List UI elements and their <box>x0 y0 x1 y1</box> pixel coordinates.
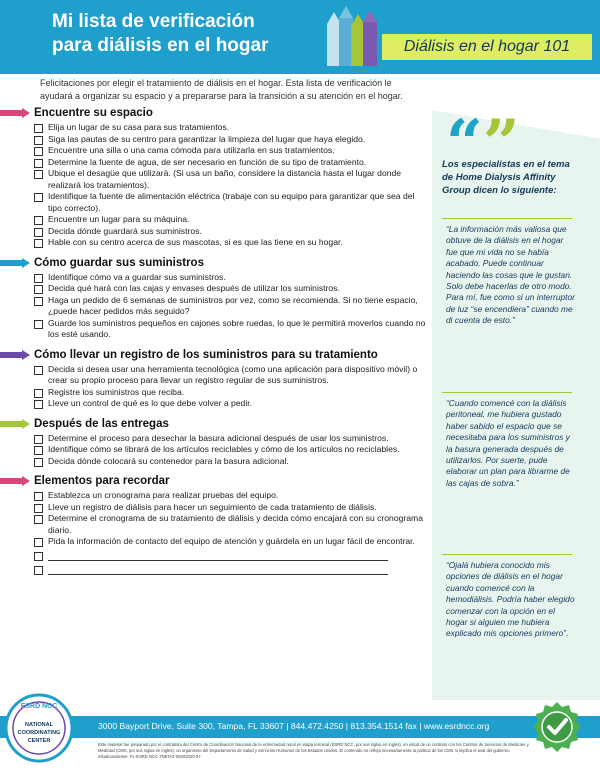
arrow-blue-icon <box>0 258 30 268</box>
section-title: Encuentre su espacio <box>34 107 153 119</box>
arrow-pink-icon <box>0 108 30 118</box>
item-text: Decida qué hará con las cajas y envases después de utilizar los suministros. <box>48 283 340 293</box>
item-text: Identifique la fuente de alimentación eléctrica (trabaje con su equipo para garantizar que sea del tipo correcto). <box>48 191 415 213</box>
quote-marks-icon: “” <box>446 106 520 181</box>
checkbox[interactable] <box>34 193 43 202</box>
section-title: Elementos para recordar <box>34 475 170 487</box>
checkbox[interactable] <box>34 239 43 248</box>
checklist-item <box>34 237 428 249</box>
section-after-deliveries <box>0 417 428 468</box>
checkbox[interactable] <box>34 320 43 329</box>
item-text: Guarde los suministros pequeños en cajones sobre ruedas, lo que le permitirá moverlos cuando no los esté usando. <box>48 317 426 339</box>
checkbox[interactable] <box>34 538 43 547</box>
sidebar-intro: Los especialistas en el tema de Home Dialysis Affinity Group dicen lo siguiente: <box>442 159 570 196</box>
title-line-2: para diálisis en el hogar <box>52 35 269 56</box>
quote-text: “Ojalá hubiera conocido mis opciones de diálisis en el hogar cuando comencé con la hemodiálisis. Podría haber elegido comenzar con la opción en el hogar si alguien me hubiera explicado mis opciones primero”. <box>446 560 575 639</box>
item-text: Encuentre un lugar para su máquina. <box>48 214 190 224</box>
item-text: Haga un pedido de 6 semanas de suministros por vez, como se recomienda. Si no tiene espacio, ¿puede hacer pedidos más seguido? <box>48 294 418 316</box>
quote-text: “Cuando comencé con la diálisis peritoneal, me hubiera gustado haber sabido el espacio que se necesitaba para los suministros y la basura generada después de utilizarlos. Por suerte, pude elaborar un plan para librarme de las cajas de sobra.” <box>446 398 570 488</box>
logo-line-3: CENTER <box>27 738 51 744</box>
item-text: Determine la fuente de agua, de ser necesario en función de su tipo de tratamiento. <box>48 156 367 167</box>
checkbox[interactable] <box>34 297 43 306</box>
checkbox[interactable] <box>34 458 43 467</box>
arrow-green-icon <box>0 419 30 429</box>
checkbox[interactable] <box>34 504 43 513</box>
section-reminders <box>0 474 428 575</box>
item-text: Decida dónde guardará sus suministros. <box>48 225 202 236</box>
checkbox[interactable] <box>34 552 43 561</box>
item-text: Encuentre una silla o una cama cómoda para utilizarla en sus tratamientos. <box>48 145 335 155</box>
divider <box>442 218 572 219</box>
checklist <box>0 106 428 582</box>
logo-arc-text: ESRD NCC <box>20 703 58 710</box>
logo-line-1: NATIONAL <box>24 722 54 728</box>
item-text: Establezca un cronograma para realizar pruebas del equipo. <box>48 490 279 500</box>
checklist-item <box>34 502 428 514</box>
checkbox[interactable] <box>34 492 43 501</box>
quotes-sidebar <box>432 106 600 700</box>
checklist-item <box>34 456 428 468</box>
subtitle-badge: Diálisis en el hogar 101 <box>382 34 592 60</box>
item-text: Registre los suministros que reciba. <box>48 386 185 397</box>
section-store-supplies <box>0 256 428 341</box>
blank-item <box>34 550 428 561</box>
item-text: Determine el cronograma de su tratamiento de diálisis y decida cómo encajará con su cronograma diario. <box>48 513 423 535</box>
checklist-item <box>34 283 428 295</box>
checklist-item <box>34 318 428 341</box>
checklist-item <box>34 433 428 445</box>
checklist-item <box>34 214 428 226</box>
checklist-item <box>34 513 428 536</box>
checkbox[interactable] <box>34 124 43 133</box>
item-text: Identifique cómo va a guardar sus suministros. <box>48 271 226 282</box>
checkbox[interactable] <box>34 285 43 294</box>
item-text: Hable con su centro acerca de sus mascotas, si es que las tiene en su hogar. <box>48 237 343 247</box>
item-text: Ubique el desagüe que utilizará. (Si usa un baño, considere la distancia hasta el lugar donde realizará los tratamientos). <box>48 168 402 190</box>
item-text: Elija un lugar de su casa para sus tratamientos. <box>48 122 230 132</box>
check-badge-icon <box>532 700 582 754</box>
checklist-item <box>34 387 428 399</box>
item-text: Identifique cómo se librará de los artículos reciclables y cómo de los artículos no reciclables. <box>48 444 400 454</box>
checklist-item <box>34 226 428 238</box>
item-text: Decida si desea usar una herramienta tecnológica (como una aplicación para dispositivo móvil) o crear su propio proceso para llevar un registro regular de sus suministros. <box>48 363 418 385</box>
checkbox[interactable] <box>34 435 43 444</box>
section-track-supplies <box>0 348 428 410</box>
divider <box>442 392 572 393</box>
blank-line-input[interactable] <box>48 564 388 575</box>
esrd-ncc-logo-icon <box>4 693 74 763</box>
checkbox[interactable] <box>34 274 43 283</box>
intro-text: Felicitaciones por elegir el tratamiento de diálisis en el hogar. Esta lista de verificación le ayudará a organizar su espacio y a prepararse para la transición a su atención en el hogar. <box>40 78 403 101</box>
checkbox[interactable] <box>34 515 43 524</box>
item-text: Lleve un registro de diálisis para hacer un seguimiento de cada tratamiento de diálisis. <box>48 501 377 512</box>
section-title: Cómo llevar un registro de los suministros para su tratamiento <box>34 348 378 361</box>
checklist-item <box>34 272 428 284</box>
checkbox[interactable] <box>34 446 43 455</box>
checklist-item <box>34 295 428 318</box>
arrow-purple-icon <box>0 350 30 360</box>
logo-line-2: COORDINATING <box>17 730 61 736</box>
section-title: Cómo guardar sus suministros <box>34 256 204 269</box>
checklist-item <box>34 168 428 191</box>
checkbox[interactable] <box>34 147 43 156</box>
checkbox[interactable] <box>34 389 43 398</box>
item-text: Lleve un control de qué es lo que debe volver a pedir. <box>48 398 253 408</box>
blank-item <box>34 564 428 575</box>
checklist-item <box>34 191 428 214</box>
quote-text: “La información más valiosa que obtuve de la diálisis en el hogar fue que mi vida no se había acabado. Puede continuar haciendo las cosas que le gustan. Solo debe hacerlas de otro modo. Para mí, fue como si un interruptor de luz “se encendiera” cuando me di cuenta de esto.” <box>446 224 575 326</box>
checklist-item <box>34 134 428 146</box>
checkbox[interactable] <box>34 566 43 575</box>
checklist-item <box>34 536 428 548</box>
title-line-1: Mi lista de verificación <box>52 11 255 32</box>
checkbox[interactable] <box>34 170 43 179</box>
checkbox[interactable] <box>34 136 43 145</box>
checklist-item <box>34 122 428 134</box>
checklist-item <box>34 145 428 157</box>
checklist-item <box>34 364 428 387</box>
divider <box>442 554 572 555</box>
checkbox[interactable] <box>34 366 43 375</box>
checklist-item <box>34 444 428 456</box>
page-title <box>52 10 312 58</box>
pencils-icon <box>325 4 379 66</box>
item-text: Pida la información de contacto del equipo de atención y guárdela en un lugar fácil de encontrar. <box>48 536 415 546</box>
checkbox[interactable] <box>34 228 43 237</box>
header-banner <box>0 0 600 74</box>
checkbox[interactable] <box>34 400 43 409</box>
arrow-pink-icon <box>0 476 30 486</box>
item-text: Siga las pautas de su centro para garantizar la limpieza del lugar que haya elegido. <box>48 133 366 144</box>
blank-line-input[interactable] <box>48 550 388 561</box>
checklist-item <box>34 490 428 502</box>
footer-contact: 3000 Bayport Drive, Suite 300, Tampa, FL 33607 | 844.472.4250 | 813.354.1514 fax | www.esrdncc.org <box>98 721 490 731</box>
item-text: Determine el proceso para desechar la basura adicional después de usar los suministros. <box>48 432 389 443</box>
footer-disclaimer: Este material fue preparado por el contratista del Centro de Coordinación Nacional de la enfermedad renal en etapa terminal (ESRD NCC, por sus siglas en inglés), en virtud de un contrato con los Centros de Servicios de Medicare y Medicaid (CMS, por sus siglas en inglés), un organismo del Departamento de Salud y Servicios Humanos de los Estados Unidos. El contenido no refleja necesariamente la política de los CMS ni implica el aval del gobierno estadounidense. FL-ESRD NCC-7N5TA2-08202020-07 <box>98 742 529 759</box>
footer-bar <box>0 716 600 738</box>
checkbox[interactable] <box>34 216 43 225</box>
item-text: Decida dónde colocará su contenedor para la basura adicional. <box>48 455 289 466</box>
section-find-space <box>0 106 428 249</box>
checkbox[interactable] <box>34 159 43 168</box>
checklist-item <box>34 398 428 410</box>
checklist-item <box>34 157 428 169</box>
section-title: Después de las entregas <box>34 417 169 430</box>
